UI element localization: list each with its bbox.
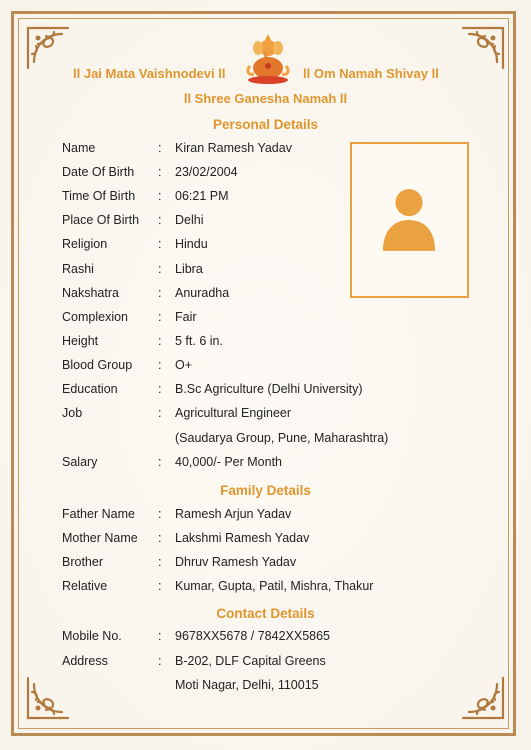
- detail-value: Anuradha: [175, 286, 230, 300]
- detail-value: Kiran Ramesh Yadav: [175, 141, 292, 155]
- detail-colon: :: [158, 579, 162, 593]
- detail-value: O+: [175, 358, 193, 372]
- ornament-corner-icon: [24, 674, 72, 722]
- detail-label: Mother Name: [62, 531, 138, 545]
- detail-colon: :: [158, 406, 162, 420]
- detail-colon: :: [158, 531, 162, 545]
- contact-details-title: Contact Details: [216, 606, 315, 621]
- detail-value: B-202, DLF Capital Greens: [175, 654, 326, 668]
- ornament-corner-icon: [459, 674, 507, 722]
- detail-label: Mobile No.: [62, 629, 122, 643]
- center-mantra: ll Shree Ganesha Namah ll: [183, 91, 348, 106]
- ornament-corner-icon: [24, 24, 72, 72]
- detail-value: Fair: [175, 310, 197, 324]
- detail-label: Complexion: [62, 310, 129, 324]
- personal-details-title: Personal Details: [212, 117, 319, 132]
- detail-label: Address: [62, 654, 108, 668]
- detail-colon: :: [158, 141, 162, 155]
- detail-colon: :: [158, 237, 162, 251]
- detail-colon: :: [158, 654, 162, 668]
- detail-label: Time Of Birth: [62, 189, 136, 203]
- detail-value: B.Sc Agriculture (Delhi University): [175, 382, 363, 396]
- detail-value: Moti Nagar, Delhi, 110015: [175, 678, 319, 692]
- detail-label: Date Of Birth: [62, 165, 135, 179]
- detail-label: Father Name: [62, 507, 135, 521]
- detail-value: 40,000/- Per Month: [175, 455, 283, 469]
- detail-colon: :: [158, 165, 162, 179]
- detail-colon: :: [158, 334, 162, 348]
- detail-label: Education: [62, 382, 118, 396]
- detail-label: Rashi: [62, 262, 94, 276]
- detail-value: 23/02/2004: [175, 165, 238, 179]
- detail-label: Nakshatra: [62, 286, 119, 300]
- left-mantra: ll Jai Mata Vaishnodevi ll: [73, 66, 226, 81]
- detail-label: Relative: [62, 579, 108, 593]
- detail-value: 5 ft. 6 in.: [175, 334, 223, 348]
- detail-label: Job: [62, 406, 83, 420]
- detail-value: Kumar, Gupta, Patil, Mishra, Thakur: [175, 579, 374, 593]
- detail-colon: :: [158, 262, 162, 276]
- detail-value: Libra: [175, 262, 203, 276]
- detail-label: Religion: [62, 237, 108, 251]
- detail-colon: :: [158, 189, 162, 203]
- detail-value: Hindu: [175, 237, 208, 251]
- detail-colon: :: [158, 507, 162, 521]
- photo-frame: [350, 142, 469, 298]
- detail-value: 06:21 PM: [175, 189, 229, 203]
- person-placeholder-icon: [352, 144, 467, 296]
- detail-value: Agricultural Engineer: [175, 406, 292, 420]
- detail-colon: :: [158, 358, 162, 372]
- detail-label: Salary: [62, 455, 98, 469]
- detail-label: Brother: [62, 555, 103, 569]
- detail-label: Height: [62, 334, 99, 348]
- detail-colon: :: [158, 286, 162, 300]
- family-details-title: Family Details: [220, 483, 311, 498]
- detail-colon: :: [158, 455, 162, 469]
- detail-value: Dhruv Ramesh Yadav: [175, 555, 297, 569]
- right-mantra: ll Om Namah Shivay ll: [303, 66, 439, 81]
- detail-value: Lakshmi Ramesh Yadav: [175, 531, 310, 545]
- detail-label: Place Of Birth: [62, 213, 140, 227]
- detail-colon: :: [158, 310, 162, 324]
- detail-colon: :: [158, 555, 162, 569]
- detail-colon: :: [158, 629, 162, 643]
- detail-value: Delhi: [175, 213, 204, 227]
- detail-label: Blood Group: [62, 358, 133, 372]
- detail-colon: :: [158, 382, 162, 396]
- ganesha-icon: [240, 30, 296, 86]
- ornament-corner-icon: [459, 24, 507, 72]
- detail-value: Ramesh Arjun Yadav: [175, 507, 292, 521]
- detail-label: Name: [62, 141, 96, 155]
- detail-value: 9678XX5678 / 7842XX5865: [175, 629, 330, 643]
- detail-colon: :: [158, 213, 162, 227]
- detail-value: (Saudarya Group, Pune, Maharashtra): [175, 431, 389, 445]
